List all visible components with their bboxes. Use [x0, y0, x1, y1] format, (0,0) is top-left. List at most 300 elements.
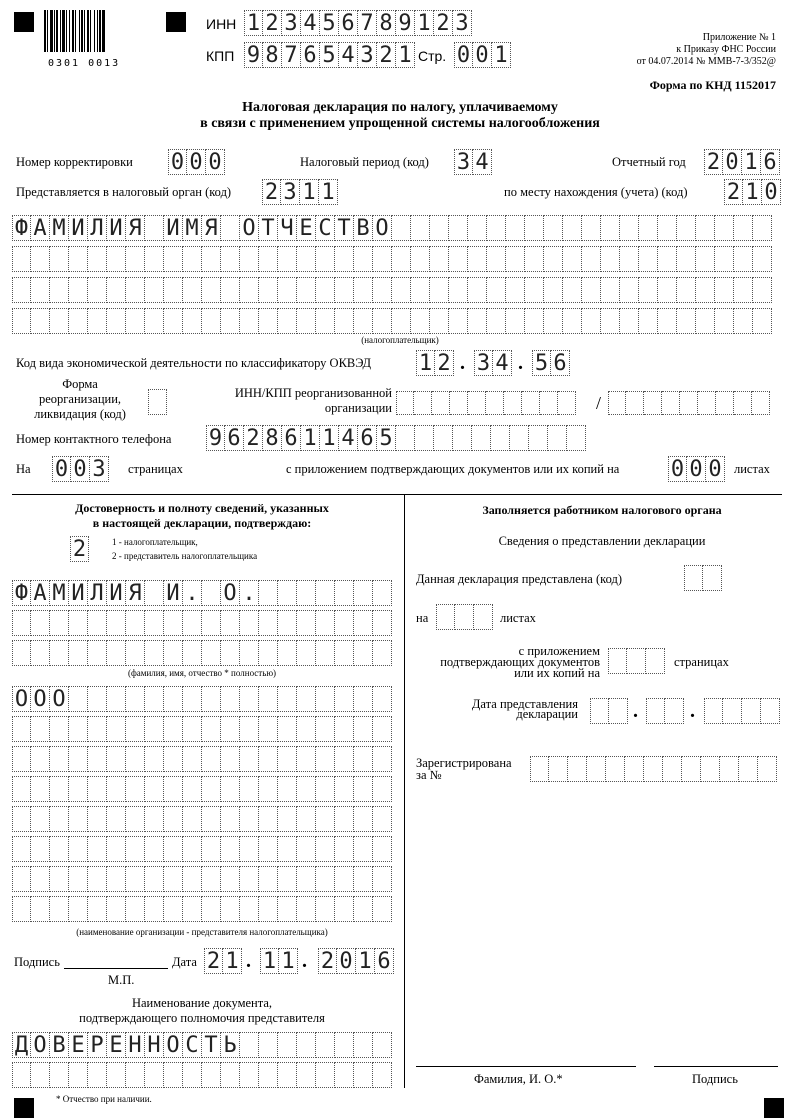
- char-cell[interactable]: [436, 604, 455, 630]
- char-cell[interactable]: [316, 640, 335, 666]
- char-cell[interactable]: 6: [761, 149, 780, 175]
- char-cell[interactable]: [506, 215, 525, 241]
- char-cell[interactable]: [107, 716, 126, 742]
- char-cell[interactable]: [202, 580, 221, 606]
- char-cell[interactable]: [525, 215, 544, 241]
- char-cell[interactable]: [487, 277, 506, 303]
- char-cell[interactable]: 8: [377, 10, 396, 36]
- char-cell[interactable]: .: [240, 580, 259, 606]
- char-cell[interactable]: [221, 866, 240, 892]
- char-cell[interactable]: [474, 604, 493, 630]
- char-cell[interactable]: [665, 698, 684, 724]
- char-cell[interactable]: [506, 308, 525, 334]
- char-cell[interactable]: [88, 716, 107, 742]
- char-cell[interactable]: Я: [126, 580, 145, 606]
- char-cell[interactable]: [183, 896, 202, 922]
- char-cell[interactable]: [753, 308, 772, 334]
- char-cell[interactable]: [12, 610, 31, 636]
- char-cell[interactable]: [354, 746, 373, 772]
- char-cell[interactable]: Я: [202, 215, 221, 241]
- char-cell[interactable]: [240, 610, 259, 636]
- char-cell[interactable]: [259, 896, 278, 922]
- char-cell[interactable]: [472, 425, 491, 451]
- char-cell[interactable]: [414, 391, 432, 415]
- char-cell[interactable]: 2: [244, 425, 263, 451]
- char-cell[interactable]: [278, 640, 297, 666]
- char-cell[interactable]: [646, 648, 665, 674]
- char-cell[interactable]: [698, 391, 716, 415]
- char-cell[interactable]: Ф: [12, 215, 31, 241]
- char-cell[interactable]: [88, 776, 107, 802]
- char-cell[interactable]: [221, 277, 240, 303]
- char-cell[interactable]: [259, 806, 278, 832]
- char-cell[interactable]: [69, 277, 88, 303]
- char-cell[interactable]: [278, 308, 297, 334]
- char-cell[interactable]: [620, 215, 639, 241]
- char-cell[interactable]: О: [31, 686, 50, 712]
- char-cell[interactable]: [373, 806, 392, 832]
- char-cell[interactable]: [126, 866, 145, 892]
- char-cell[interactable]: [259, 776, 278, 802]
- char-cell[interactable]: О: [12, 686, 31, 712]
- char-cell[interactable]: [601, 308, 620, 334]
- char-cell[interactable]: Ь: [221, 1032, 240, 1058]
- char-cell[interactable]: [259, 246, 278, 272]
- char-cell[interactable]: [491, 425, 510, 451]
- char-cell[interactable]: [126, 610, 145, 636]
- char-cell[interactable]: В: [354, 215, 373, 241]
- char-cell[interactable]: [221, 806, 240, 832]
- char-cell[interactable]: [145, 686, 164, 712]
- char-cell[interactable]: [335, 776, 354, 802]
- char-cell[interactable]: [601, 246, 620, 272]
- char-cell[interactable]: [703, 565, 722, 591]
- char-cell[interactable]: [12, 640, 31, 666]
- char-cell[interactable]: [69, 1062, 88, 1088]
- char-cell[interactable]: Т: [335, 215, 354, 241]
- char-cell[interactable]: [88, 277, 107, 303]
- char-cell[interactable]: [259, 716, 278, 742]
- char-cell[interactable]: [12, 246, 31, 272]
- char-cell[interactable]: [639, 246, 658, 272]
- char-cell[interactable]: [221, 896, 240, 922]
- char-cell[interactable]: [644, 391, 662, 415]
- char-cell[interactable]: [335, 610, 354, 636]
- char-cell[interactable]: 2: [318, 948, 337, 974]
- char-cell[interactable]: [392, 308, 411, 334]
- char-cell[interactable]: [510, 425, 529, 451]
- char-cell[interactable]: 1: [415, 10, 434, 36]
- char-cell[interactable]: [221, 610, 240, 636]
- char-cell[interactable]: [411, 246, 430, 272]
- char-cell[interactable]: [240, 746, 259, 772]
- char-cell[interactable]: [69, 866, 88, 892]
- char-cell[interactable]: О: [373, 215, 392, 241]
- char-cell[interactable]: [753, 277, 772, 303]
- char-cell[interactable]: [525, 277, 544, 303]
- char-cell[interactable]: [259, 610, 278, 636]
- char-cell[interactable]: [316, 716, 335, 742]
- char-cell[interactable]: [544, 308, 563, 334]
- char-cell[interactable]: [525, 246, 544, 272]
- char-cell[interactable]: [69, 716, 88, 742]
- char-cell[interactable]: [145, 1062, 164, 1088]
- char-cell[interactable]: 2: [434, 10, 453, 36]
- char-cell[interactable]: [278, 1062, 297, 1088]
- char-cell[interactable]: [31, 308, 50, 334]
- char-cell[interactable]: [335, 246, 354, 272]
- char-cell[interactable]: Н: [145, 1032, 164, 1058]
- char-cell[interactable]: [354, 1032, 373, 1058]
- char-cell[interactable]: [126, 716, 145, 742]
- char-cell[interactable]: 9: [396, 10, 415, 36]
- char-cell[interactable]: 1: [356, 948, 375, 974]
- char-cell[interactable]: [278, 866, 297, 892]
- char-cell[interactable]: [761, 698, 780, 724]
- char-cell[interactable]: [449, 277, 468, 303]
- char-cell[interactable]: [31, 277, 50, 303]
- char-cell[interactable]: [240, 806, 259, 832]
- char-cell[interactable]: [582, 277, 601, 303]
- char-cell[interactable]: [145, 246, 164, 272]
- char-cell[interactable]: [240, 836, 259, 862]
- char-cell[interactable]: [88, 896, 107, 922]
- char-cell[interactable]: [663, 756, 682, 782]
- char-cell[interactable]: 1: [416, 350, 435, 376]
- char-cell[interactable]: [221, 1062, 240, 1088]
- char-cell[interactable]: [373, 277, 392, 303]
- char-cell[interactable]: [31, 836, 50, 862]
- char-cell[interactable]: 2: [435, 350, 454, 376]
- char-cell[interactable]: [183, 1062, 202, 1088]
- char-cell[interactable]: [540, 391, 558, 415]
- char-cell[interactable]: [202, 806, 221, 832]
- char-cell[interactable]: [278, 686, 297, 712]
- char-cell[interactable]: [164, 610, 183, 636]
- char-cell[interactable]: [12, 746, 31, 772]
- char-cell[interactable]: [639, 308, 658, 334]
- char-cell[interactable]: [468, 215, 487, 241]
- char-cell[interactable]: [183, 246, 202, 272]
- char-cell[interactable]: [354, 866, 373, 892]
- char-cell[interactable]: [392, 215, 411, 241]
- char-cell[interactable]: [411, 277, 430, 303]
- char-cell[interactable]: С: [316, 215, 335, 241]
- char-cell[interactable]: [335, 686, 354, 712]
- char-cell[interactable]: [221, 836, 240, 862]
- char-cell[interactable]: [12, 776, 31, 802]
- char-cell[interactable]: [453, 425, 472, 451]
- char-cell[interactable]: [297, 580, 316, 606]
- char-cell[interactable]: О: [50, 686, 69, 712]
- char-cell[interactable]: [354, 716, 373, 742]
- char-cell[interactable]: [316, 246, 335, 272]
- char-cell[interactable]: [582, 308, 601, 334]
- char-cell[interactable]: [278, 1032, 297, 1058]
- char-cell[interactable]: [335, 308, 354, 334]
- char-cell[interactable]: [88, 746, 107, 772]
- signature-line[interactable]: [64, 968, 168, 969]
- char-cell[interactable]: [126, 896, 145, 922]
- char-cell[interactable]: 1: [743, 179, 762, 205]
- char-cell[interactable]: 1: [260, 948, 279, 974]
- char-cell[interactable]: [620, 308, 639, 334]
- char-cell[interactable]: Т: [259, 215, 278, 241]
- char-cell[interactable]: [430, 277, 449, 303]
- char-cell[interactable]: [677, 246, 696, 272]
- char-cell[interactable]: [278, 716, 297, 742]
- char-cell[interactable]: [12, 806, 31, 832]
- char-cell[interactable]: [145, 610, 164, 636]
- char-cell[interactable]: 1: [301, 425, 320, 451]
- char-cell[interactable]: [506, 277, 525, 303]
- char-cell[interactable]: [606, 756, 625, 782]
- char-cell[interactable]: [297, 640, 316, 666]
- char-cell[interactable]: [486, 391, 504, 415]
- char-cell[interactable]: [354, 896, 373, 922]
- char-cell[interactable]: [31, 1062, 50, 1088]
- char-cell[interactable]: [31, 716, 50, 742]
- char-cell[interactable]: [373, 640, 392, 666]
- char-cell[interactable]: [335, 1062, 354, 1088]
- char-cell[interactable]: [373, 776, 392, 802]
- char-cell[interactable]: [620, 277, 639, 303]
- char-cell[interactable]: 5: [377, 425, 396, 451]
- char-cell[interactable]: [202, 686, 221, 712]
- char-cell[interactable]: [126, 277, 145, 303]
- char-cell[interactable]: 0: [687, 456, 706, 482]
- char-cell[interactable]: [525, 308, 544, 334]
- char-cell[interactable]: 6: [225, 425, 244, 451]
- char-cell[interactable]: О: [31, 1032, 50, 1058]
- char-cell[interactable]: [164, 866, 183, 892]
- char-cell[interactable]: 5: [320, 10, 339, 36]
- char-cell[interactable]: [430, 246, 449, 272]
- char-cell[interactable]: [373, 866, 392, 892]
- char-cell[interactable]: [259, 1032, 278, 1058]
- char-cell[interactable]: 6: [339, 10, 358, 36]
- char-cell[interactable]: Ч: [278, 215, 297, 241]
- char-cell[interactable]: [145, 215, 164, 241]
- char-cell[interactable]: 0: [473, 42, 492, 68]
- char-cell[interactable]: 5: [532, 350, 551, 376]
- char-cell[interactable]: [662, 391, 680, 415]
- char-cell[interactable]: [50, 246, 69, 272]
- char-cell[interactable]: [567, 425, 586, 451]
- char-cell[interactable]: [126, 776, 145, 802]
- char-cell[interactable]: [696, 277, 715, 303]
- char-cell[interactable]: Т: [202, 1032, 221, 1058]
- char-cell[interactable]: [240, 716, 259, 742]
- char-cell[interactable]: [50, 610, 69, 636]
- char-cell[interactable]: [753, 246, 772, 272]
- char-cell[interactable]: 6: [282, 425, 301, 451]
- char-cell[interactable]: [221, 246, 240, 272]
- char-cell[interactable]: [50, 896, 69, 922]
- char-cell[interactable]: [183, 686, 202, 712]
- char-cell[interactable]: [680, 391, 698, 415]
- char-cell[interactable]: [715, 215, 734, 241]
- char-cell[interactable]: [259, 746, 278, 772]
- char-cell[interactable]: [335, 1032, 354, 1058]
- char-cell[interactable]: [504, 391, 522, 415]
- char-cell[interactable]: Е: [107, 1032, 126, 1058]
- char-cell[interactable]: 3: [454, 149, 473, 175]
- char-cell[interactable]: И: [107, 215, 126, 241]
- char-cell[interactable]: [335, 836, 354, 862]
- char-cell[interactable]: [50, 308, 69, 334]
- char-cell[interactable]: [202, 836, 221, 862]
- char-cell[interactable]: [221, 640, 240, 666]
- char-cell[interactable]: [753, 215, 772, 241]
- char-cell[interactable]: [88, 806, 107, 832]
- char-cell[interactable]: [568, 756, 587, 782]
- char-cell[interactable]: [183, 716, 202, 742]
- char-cell[interactable]: [69, 610, 88, 636]
- char-cell[interactable]: [704, 698, 723, 724]
- char-cell[interactable]: [107, 277, 126, 303]
- char-cell[interactable]: .: [183, 580, 202, 606]
- char-cell[interactable]: [126, 836, 145, 862]
- char-cell[interactable]: [240, 776, 259, 802]
- char-cell[interactable]: [183, 610, 202, 636]
- char-cell[interactable]: [88, 308, 107, 334]
- char-cell[interactable]: 6: [551, 350, 570, 376]
- char-cell[interactable]: [202, 640, 221, 666]
- char-cell[interactable]: [739, 756, 758, 782]
- char-cell[interactable]: [487, 308, 506, 334]
- char-cell[interactable]: 7: [358, 10, 377, 36]
- char-cell[interactable]: [529, 425, 548, 451]
- char-cell[interactable]: [107, 836, 126, 862]
- char-cell[interactable]: Е: [297, 215, 316, 241]
- char-cell[interactable]: [221, 716, 240, 742]
- char-cell[interactable]: [316, 686, 335, 712]
- char-cell[interactable]: М: [183, 215, 202, 241]
- char-cell[interactable]: [164, 806, 183, 832]
- char-cell[interactable]: [373, 1032, 392, 1058]
- char-cell[interactable]: 0: [187, 149, 206, 175]
- char-cell[interactable]: [145, 866, 164, 892]
- char-cell[interactable]: [468, 391, 486, 415]
- char-cell[interactable]: И: [164, 580, 183, 606]
- char-cell[interactable]: [587, 756, 606, 782]
- char-cell[interactable]: [449, 308, 468, 334]
- char-cell[interactable]: [221, 308, 240, 334]
- char-cell[interactable]: [145, 716, 164, 742]
- char-cell[interactable]: [183, 866, 202, 892]
- char-cell[interactable]: [259, 308, 278, 334]
- char-cell[interactable]: 3: [474, 350, 493, 376]
- char-cell[interactable]: [145, 746, 164, 772]
- char-cell[interactable]: 2: [204, 948, 223, 974]
- char-cell[interactable]: [354, 308, 373, 334]
- char-cell[interactable]: [701, 756, 720, 782]
- char-cell[interactable]: [639, 215, 658, 241]
- char-cell[interactable]: [69, 640, 88, 666]
- char-cell[interactable]: [12, 896, 31, 922]
- char-cell[interactable]: [373, 580, 392, 606]
- char-cell[interactable]: 0: [206, 149, 225, 175]
- char-cell[interactable]: [164, 308, 183, 334]
- char-cell[interactable]: [12, 836, 31, 862]
- char-cell[interactable]: [677, 215, 696, 241]
- char-cell[interactable]: [335, 896, 354, 922]
- char-cell[interactable]: [88, 866, 107, 892]
- char-cell[interactable]: [373, 746, 392, 772]
- char-cell[interactable]: [164, 277, 183, 303]
- char-cell[interactable]: [468, 277, 487, 303]
- char-cell[interactable]: А: [31, 580, 50, 606]
- char-cell[interactable]: [202, 277, 221, 303]
- char-cell[interactable]: [522, 391, 540, 415]
- char-cell[interactable]: [278, 806, 297, 832]
- char-cell[interactable]: 0: [706, 456, 725, 482]
- char-cell[interactable]: 1: [279, 948, 298, 974]
- char-cell[interactable]: [625, 756, 644, 782]
- char-cell[interactable]: Л: [88, 580, 107, 606]
- char-cell[interactable]: [278, 580, 297, 606]
- char-cell[interactable]: [563, 308, 582, 334]
- char-cell[interactable]: [715, 277, 734, 303]
- char-cell[interactable]: [12, 1062, 31, 1088]
- char-cell[interactable]: [354, 806, 373, 832]
- char-cell[interactable]: [658, 277, 677, 303]
- char-cell[interactable]: [297, 866, 316, 892]
- char-cell[interactable]: [335, 806, 354, 832]
- char-cell[interactable]: [434, 425, 453, 451]
- char-cell[interactable]: [164, 836, 183, 862]
- char-cell[interactable]: [107, 746, 126, 772]
- char-cell[interactable]: 6: [375, 948, 394, 974]
- char-cell[interactable]: [734, 246, 753, 272]
- char-cell[interactable]: [506, 246, 525, 272]
- char-cell[interactable]: [734, 277, 753, 303]
- char-cell[interactable]: [164, 716, 183, 742]
- char-cell[interactable]: [373, 308, 392, 334]
- char-cell[interactable]: [354, 640, 373, 666]
- char-cell[interactable]: [723, 698, 742, 724]
- char-cell[interactable]: И: [164, 215, 183, 241]
- char-cell[interactable]: [335, 866, 354, 892]
- char-cell[interactable]: Е: [69, 1032, 88, 1058]
- char-cell[interactable]: [69, 746, 88, 772]
- char-cell[interactable]: [609, 698, 628, 724]
- char-cell[interactable]: 4: [301, 10, 320, 36]
- char-cell[interactable]: 6: [301, 42, 320, 68]
- char-cell[interactable]: [682, 756, 701, 782]
- char-cell[interactable]: [335, 277, 354, 303]
- char-cell[interactable]: [107, 806, 126, 832]
- char-cell[interactable]: [240, 640, 259, 666]
- char-cell[interactable]: [202, 246, 221, 272]
- char-cell[interactable]: [297, 610, 316, 636]
- char-cell[interactable]: [259, 277, 278, 303]
- char-cell[interactable]: [126, 640, 145, 666]
- char-cell[interactable]: [31, 640, 50, 666]
- char-cell[interactable]: И: [107, 580, 126, 606]
- char-cell[interactable]: 9: [206, 425, 225, 451]
- char-cell[interactable]: [221, 215, 240, 241]
- char-cell[interactable]: [202, 746, 221, 772]
- char-cell[interactable]: 8: [263, 42, 282, 68]
- char-cell[interactable]: [240, 896, 259, 922]
- char-cell[interactable]: [563, 246, 582, 272]
- char-cell[interactable]: 1: [492, 42, 511, 68]
- char-cell[interactable]: [126, 308, 145, 334]
- char-cell[interactable]: [145, 896, 164, 922]
- char-cell[interactable]: [758, 756, 777, 782]
